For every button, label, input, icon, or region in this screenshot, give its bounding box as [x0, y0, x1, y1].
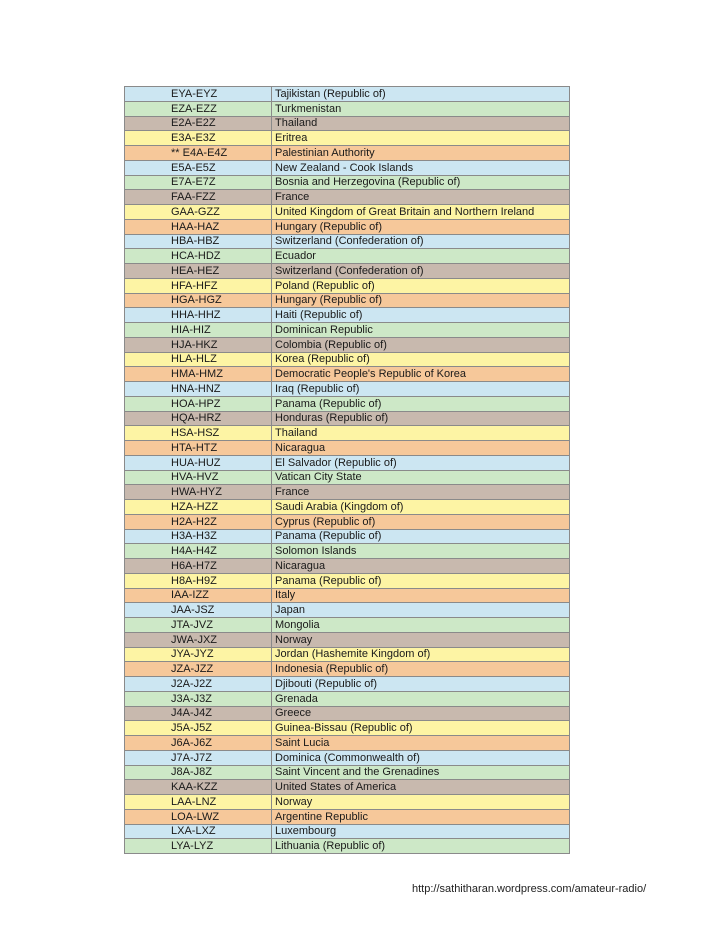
table-row	[125, 736, 570, 751]
table-row	[125, 691, 570, 706]
table-row	[125, 396, 570, 411]
table-row	[125, 323, 570, 338]
country-cell: Djibouti (Republic of)	[272, 677, 570, 692]
table-row	[125, 160, 570, 175]
callsign-allocation-table	[124, 86, 570, 854]
table-row	[125, 765, 570, 780]
table-row	[125, 485, 570, 500]
country-cell: Korea (Republic of)	[272, 352, 570, 367]
country-cell: Norway	[272, 795, 570, 810]
country-cell: France	[272, 485, 570, 500]
callsign-prefix-cell: H2A-H2Z	[125, 514, 272, 529]
callsign-prefix-cell: HOA-HPZ	[125, 396, 272, 411]
callsign-prefix-cell: J2A-J2Z	[125, 677, 272, 692]
country-cell: Panama (Republic of)	[272, 396, 570, 411]
callsign-prefix-cell: J5A-J5Z	[125, 721, 272, 736]
callsign-prefix-cell: E5A-E5Z	[125, 160, 272, 175]
callsign-prefix-cell: E7A-E7Z	[125, 175, 272, 190]
table-row	[125, 603, 570, 618]
country-cell: Mongolia	[272, 618, 570, 633]
callsign-prefix-cell: JTA-JVZ	[125, 618, 272, 633]
country-cell: Hungary (Republic of)	[272, 293, 570, 308]
callsign-prefix-cell: J4A-J4Z	[125, 706, 272, 721]
callsign-prefix-cell: LAA-LNZ	[125, 795, 272, 810]
table-row	[125, 573, 570, 588]
callsign-prefix-cell: HIA-HIZ	[125, 323, 272, 338]
table-row	[125, 809, 570, 824]
callsign-prefix-cell: HGA-HGZ	[125, 293, 272, 308]
country-cell: France	[272, 190, 570, 205]
table-row	[125, 706, 570, 721]
table-row	[125, 662, 570, 677]
table-row	[125, 455, 570, 470]
country-cell: Dominica (Commonwealth of)	[272, 750, 570, 765]
table-row	[125, 116, 570, 131]
table-row	[125, 559, 570, 574]
table-row	[125, 618, 570, 633]
callsign-prefix-cell: EZA-EZZ	[125, 101, 272, 116]
callsign-prefix-cell: LXA-LXZ	[125, 824, 272, 839]
country-cell: Nicaragua	[272, 559, 570, 574]
callsign-prefix-cell: HFA-HFZ	[125, 278, 272, 293]
callsign-prefix-cell: LYA-LYZ	[125, 839, 272, 854]
country-cell: Lithuania (Republic of)	[272, 839, 570, 854]
table-row	[125, 795, 570, 810]
table-row	[125, 632, 570, 647]
country-cell: Democratic People's Republic of Korea	[272, 367, 570, 382]
table-row	[125, 308, 570, 323]
table-row	[125, 529, 570, 544]
callsign-prefix-cell: E2A-E2Z	[125, 116, 272, 131]
callsign-prefix-cell: HCA-HDZ	[125, 249, 272, 264]
country-cell: Switzerland (Confederation of)	[272, 234, 570, 249]
table-row	[125, 382, 570, 397]
callsign-prefix-cell: HVA-HVZ	[125, 470, 272, 485]
callsign-prefix-cell: HJA-HKZ	[125, 337, 272, 352]
table-row	[125, 249, 570, 264]
country-cell: United Kingdom of Great Britain and Northern Ireland	[272, 205, 570, 220]
country-cell: Cyprus (Republic of)	[272, 514, 570, 529]
table-row	[125, 337, 570, 352]
callsign-prefix-cell: J8A-J8Z	[125, 765, 272, 780]
table-row	[125, 411, 570, 426]
callsign-prefix-cell: GAA-GZZ	[125, 205, 272, 220]
country-cell: Nicaragua	[272, 441, 570, 456]
callsign-prefix-cell: H8A-H9Z	[125, 573, 272, 588]
table-row	[125, 131, 570, 146]
country-cell: Honduras (Republic of)	[272, 411, 570, 426]
country-cell: Jordan (Hashemite Kingdom of)	[272, 647, 570, 662]
table-row	[125, 205, 570, 220]
callsign-prefix-cell: EYA-EYZ	[125, 87, 272, 102]
callsign-prefix-cell: HLA-HLZ	[125, 352, 272, 367]
table-row	[125, 721, 570, 736]
country-cell: Saint Lucia	[272, 736, 570, 751]
callsign-prefix-cell: HAA-HAZ	[125, 219, 272, 234]
callsign-prefix-cell: J3A-J3Z	[125, 691, 272, 706]
table-row	[125, 647, 570, 662]
table-row	[125, 500, 570, 515]
table-row	[125, 588, 570, 603]
callsign-prefix-cell: H3A-H3Z	[125, 529, 272, 544]
table-body	[125, 87, 570, 854]
table-row	[125, 367, 570, 382]
country-cell: Thailand	[272, 426, 570, 441]
country-cell: Thailand	[272, 116, 570, 131]
country-cell: El Salvador (Republic of)	[272, 455, 570, 470]
country-cell: Solomon Islands	[272, 544, 570, 559]
footer-url: http://sathitharan.wordpress.com/amateur-radio/	[412, 883, 647, 895]
country-cell: Colombia (Republic of)	[272, 337, 570, 352]
table-row	[125, 87, 570, 102]
callsign-prefix-cell: H6A-H7Z	[125, 559, 272, 574]
callsign-prefix-cell: HUA-HUZ	[125, 455, 272, 470]
country-cell: Guinea-Bissau (Republic of)	[272, 721, 570, 736]
table-row	[125, 293, 570, 308]
callsign-prefix-cell: E3A-E3Z	[125, 131, 272, 146]
country-cell: Panama (Republic of)	[272, 573, 570, 588]
table-row	[125, 219, 570, 234]
callsign-prefix-cell: J7A-J7Z	[125, 750, 272, 765]
table-row	[125, 234, 570, 249]
callsign-prefix-cell: HHA-HHZ	[125, 308, 272, 323]
table-row	[125, 175, 570, 190]
table-row	[125, 470, 570, 485]
callsign-prefix-cell: JWA-JXZ	[125, 632, 272, 647]
callsign-prefix-cell: KAA-KZZ	[125, 780, 272, 795]
table-row	[125, 544, 570, 559]
country-cell: Luxembourg	[272, 824, 570, 839]
country-cell: New Zealand - Cook Islands	[272, 160, 570, 175]
country-cell: Greece	[272, 706, 570, 721]
callsign-prefix-cell: FAA-FZZ	[125, 190, 272, 205]
callsign-prefix-cell: HTA-HTZ	[125, 441, 272, 456]
country-cell: Eritrea	[272, 131, 570, 146]
country-cell: Haiti (Republic of)	[272, 308, 570, 323]
table-row	[125, 264, 570, 279]
callsign-prefix-cell: HNA-HNZ	[125, 382, 272, 397]
callsign-prefix-cell: H4A-H4Z	[125, 544, 272, 559]
country-cell: Italy	[272, 588, 570, 603]
table-row	[125, 514, 570, 529]
country-cell: Panama (Republic of)	[272, 529, 570, 544]
country-cell: Saudi Arabia (Kingdom of)	[272, 500, 570, 515]
callsign-prefix-cell: HWA-HYZ	[125, 485, 272, 500]
callsign-prefix-cell: HBA-HBZ	[125, 234, 272, 249]
table-row	[125, 278, 570, 293]
table-row	[125, 426, 570, 441]
callsign-prefix-cell: J6A-J6Z	[125, 736, 272, 751]
callsign-prefix-cell: JAA-JSZ	[125, 603, 272, 618]
callsign-prefix-cell: IAA-IZZ	[125, 588, 272, 603]
table-row	[125, 750, 570, 765]
callsign-prefix-cell: ** E4A-E4Z	[125, 146, 272, 161]
country-cell: Turkmenistan	[272, 101, 570, 116]
country-cell: Poland (Republic of)	[272, 278, 570, 293]
country-cell: Argentine Republic	[272, 809, 570, 824]
table-row	[125, 677, 570, 692]
country-cell: Dominican Republic	[272, 323, 570, 338]
country-cell: Iraq (Republic of)	[272, 382, 570, 397]
country-cell: Norway	[272, 632, 570, 647]
country-cell: Ecuador	[272, 249, 570, 264]
callsign-prefix-cell: LOA-LWZ	[125, 809, 272, 824]
table-row	[125, 101, 570, 116]
callsign-prefix-cell: JYA-JYZ	[125, 647, 272, 662]
country-cell: Indonesia (Republic of)	[272, 662, 570, 677]
country-cell: Hungary (Republic of)	[272, 219, 570, 234]
table-row	[125, 780, 570, 795]
country-cell: Switzerland (Confederation of)	[272, 264, 570, 279]
country-cell: Japan	[272, 603, 570, 618]
table-row	[125, 146, 570, 161]
country-cell: Bosnia and Herzegovina (Republic of)	[272, 175, 570, 190]
table-row	[125, 352, 570, 367]
table-row	[125, 824, 570, 839]
table-row	[125, 839, 570, 854]
country-cell: Palestinian Authority	[272, 146, 570, 161]
country-cell: Tajikistan (Republic of)	[272, 87, 570, 102]
country-cell: Vatican City State	[272, 470, 570, 485]
callsign-prefix-cell: HEA-HEZ	[125, 264, 272, 279]
country-cell: United States of America	[272, 780, 570, 795]
callsign-prefix-cell: HZA-HZZ	[125, 500, 272, 515]
callsign-prefix-cell: HSA-HSZ	[125, 426, 272, 441]
table-row	[125, 441, 570, 456]
country-cell: Grenada	[272, 691, 570, 706]
country-cell: Saint Vincent and the Grenadines	[272, 765, 570, 780]
table-row	[125, 190, 570, 205]
callsign-prefix-cell: HMA-HMZ	[125, 367, 272, 382]
callsign-prefix-cell: JZA-JZZ	[125, 662, 272, 677]
callsign-prefix-cell: HQA-HRZ	[125, 411, 272, 426]
